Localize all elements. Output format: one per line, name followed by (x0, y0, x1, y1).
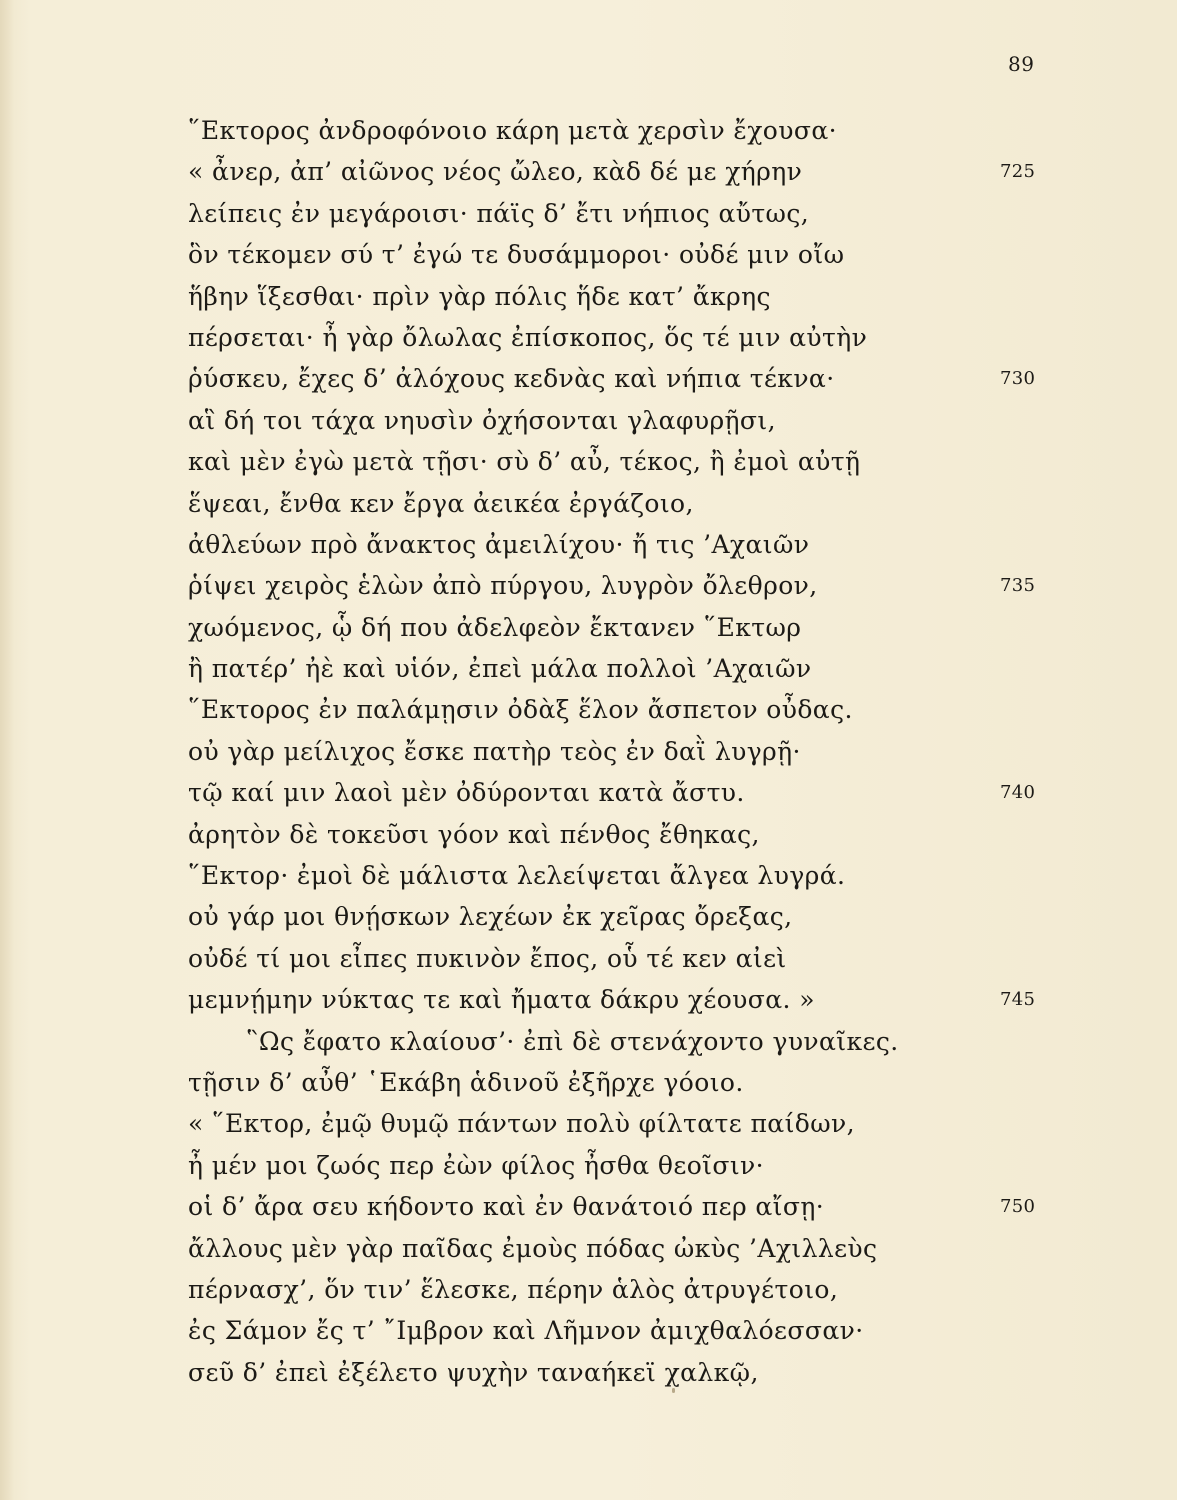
verse-line (0, 855, 1177, 896)
verse-line (0, 938, 1177, 979)
verse-text: « ῞Εκτορ, ἐμῷ θυμῷ πάντων πολὺ φίλτατε παίδων, (188, 1109, 855, 1139)
verse-text: ἢ πατέρ’ ἠὲ καὶ υἱόν, ἐπεὶ μάλα πολλοὶ ’Αχαιῶν (188, 654, 812, 684)
verse-line (0, 648, 1177, 689)
verse-text: οὐ γάρ μοι θνῄσκων λεχέων ἐκ χεῖρας ὄρεξας, (188, 902, 793, 932)
verse-line (0, 317, 1177, 358)
verse-text: ῥίψει χειρὸς ἑλὼν ἀπὸ πύργου, λυγρὸν ὄλεθρον, (188, 571, 818, 601)
verse-line (0, 979, 1177, 1020)
verse-text: αἳ δή τοι τάχα νηυσὶν ὀχήσονται γλαφυρῇσι, (188, 405, 776, 435)
verse-line (0, 193, 1177, 234)
verse-text: λείπεις ἐν μεγάροισι· πάϊς δ’ ἔτι νήπιος αὔτως, (188, 198, 810, 228)
verse-line (0, 441, 1177, 482)
verse-text: ἦ μέν μοι ζωός περ ἐὼν φίλος ἦσθα θεοῖσιν· (188, 1150, 764, 1180)
verse-line (0, 1228, 1177, 1269)
verse-line (0, 151, 1177, 192)
verse-line (0, 1269, 1177, 1310)
verse-text: ἄλλους μὲν γὰρ παῖδας ἐμοὺς πόδας ὠκὺς ’Αχιλλεὺς (188, 1233, 878, 1263)
verse-text: χωόμενος, ᾧ δή που ἀδελφεὸν ἔκτανεν ῞Εκτωρ (188, 612, 802, 642)
line-number: 750 (1000, 1196, 1036, 1218)
verse-text: ῞Εκτορ· ἐμοὶ δὲ μάλιστα λελείψεται ἄλγεα λυγρά. (188, 861, 846, 891)
verse-text: τῷ καί μιν λαοὶ μὲν ὀδύρονται κατὰ ἄστυ. (188, 778, 745, 808)
verse-text: ἀθλεύων πρὸ ἄνακτος ἀμειλίχου· ἤ τις ’Αχαιῶν (188, 529, 810, 559)
line-number: 745 (1000, 989, 1036, 1011)
verse-text: πέρσεται· ἦ γὰρ ὄλωλας ἐπίσκοπος, ὅς τέ μιν αὐτὴν (188, 322, 868, 352)
verse-text: οἱ δ’ ἄρα σευ κήδοντο καὶ ἐν θανάτοιό περ αἴσῃ· (188, 1192, 825, 1222)
verse-text: ἐς Σάμον ἔς τ’ ῎Ιμβρον καὶ Λῆμνον ἀμιχθαλόεσσαν· (188, 1316, 864, 1346)
verse-line (0, 607, 1177, 648)
page-number: 89 (1008, 52, 1035, 76)
verse-line (0, 689, 1177, 730)
verse-line (0, 234, 1177, 275)
line-number: 725 (1000, 161, 1036, 183)
verse-text: ῞Εκτορος ἐν παλάμῃσιν ὀδὰξ ἕλον ἄσπετον οὖδας. (188, 695, 853, 725)
verse-text: οὐδέ τί μοι εἶπες πυκινὸν ἔπος, οὗ τέ κεν αἰεὶ (188, 943, 787, 973)
verse-text: ῞Εκτορος ἀνδροφόνοιο κάρη μετὰ χερσὶν ἔχουσα· (188, 116, 837, 145)
verse-line (0, 814, 1177, 855)
verse-line (0, 1062, 1177, 1103)
verse-text: ἀρητὸν δὲ τοκεῦσι γόον καὶ πένθος ἔθηκας, (188, 819, 760, 849)
line-number: 740 (1000, 782, 1036, 804)
verse-line (0, 565, 1177, 606)
verse-line (0, 1021, 1177, 1062)
verse-line (0, 896, 1177, 937)
verse-text: ῥύσκευ, ἔχες δ’ ἀλόχους κεδνὰς καὶ νήπια τέκνα· (188, 364, 835, 394)
verse-text: τῇσιν δ’ αὖθ’ ῾Εκάβη ἁδινοῦ ἐξῆρχε γόοιο. (188, 1067, 744, 1097)
verse-text: μεμνῄμην νύκτας τε καὶ ἤματα δάκρυ χέουσα. » (188, 985, 815, 1015)
verse-line (0, 731, 1177, 772)
verse-line (0, 1145, 1177, 1186)
verse-line (0, 1352, 1177, 1393)
line-number: 735 (1000, 575, 1036, 597)
verse-text: πέρνασχ’, ὅν τιν’ ἕλεσκε, πέρην ἁλὸς ἀτρυγέτοιο, (188, 1274, 839, 1304)
verse-text: σεῦ δ’ ἐπεὶ ἐξέλετο ψυχὴν ταναήκεϊ χαλκῷ, (188, 1357, 759, 1387)
verse-text: « ἆνερ, ἀπ’ αἰῶνος νέος ὤλεο, κὰδ δέ με χήρην (188, 157, 803, 187)
verse-line (0, 772, 1177, 813)
verse-text: οὐ γὰρ μείλιχος ἔσκε πατὴρ τεὸς ἐν δαῒ λυγρῇ· (188, 736, 801, 766)
verse-block (0, 110, 1177, 1393)
verse-text: ῝Ως ἔφατο κλαίουσ’· ἐπὶ δὲ στενάχοντο γυναῖκες. (246, 1026, 899, 1056)
verse-line (0, 1103, 1177, 1144)
verse-line (0, 358, 1177, 399)
verse-line (0, 524, 1177, 565)
verse-text: ὃν τέκομεν σύ τ’ ἐγώ τε δυσάμμοροι· οὐδέ μιν οἴω (188, 240, 845, 270)
verse-line (0, 400, 1177, 441)
verse-line (0, 1310, 1177, 1351)
verse-line (0, 1186, 1177, 1227)
paper-speck (672, 1388, 675, 1393)
verse-text: ἕψεαι, ἔνθα κεν ἔργα ἀεικέα ἐργάζοιο, (188, 488, 694, 518)
verse-text: ἥβην ἵξεσθαι· πρὶν γὰρ πόλις ἥδε κατ’ ἄκρης (188, 281, 771, 311)
verse-text: καὶ μὲν ἐγὼ μετὰ τῇσι· σὺ δ’ αὖ, τέκος, ἢ ἐμοὶ αὐτῇ (188, 447, 861, 477)
line-number: 730 (1000, 368, 1036, 390)
verse-line (0, 483, 1177, 524)
verse-line (0, 276, 1177, 317)
verse-line (0, 110, 1177, 151)
